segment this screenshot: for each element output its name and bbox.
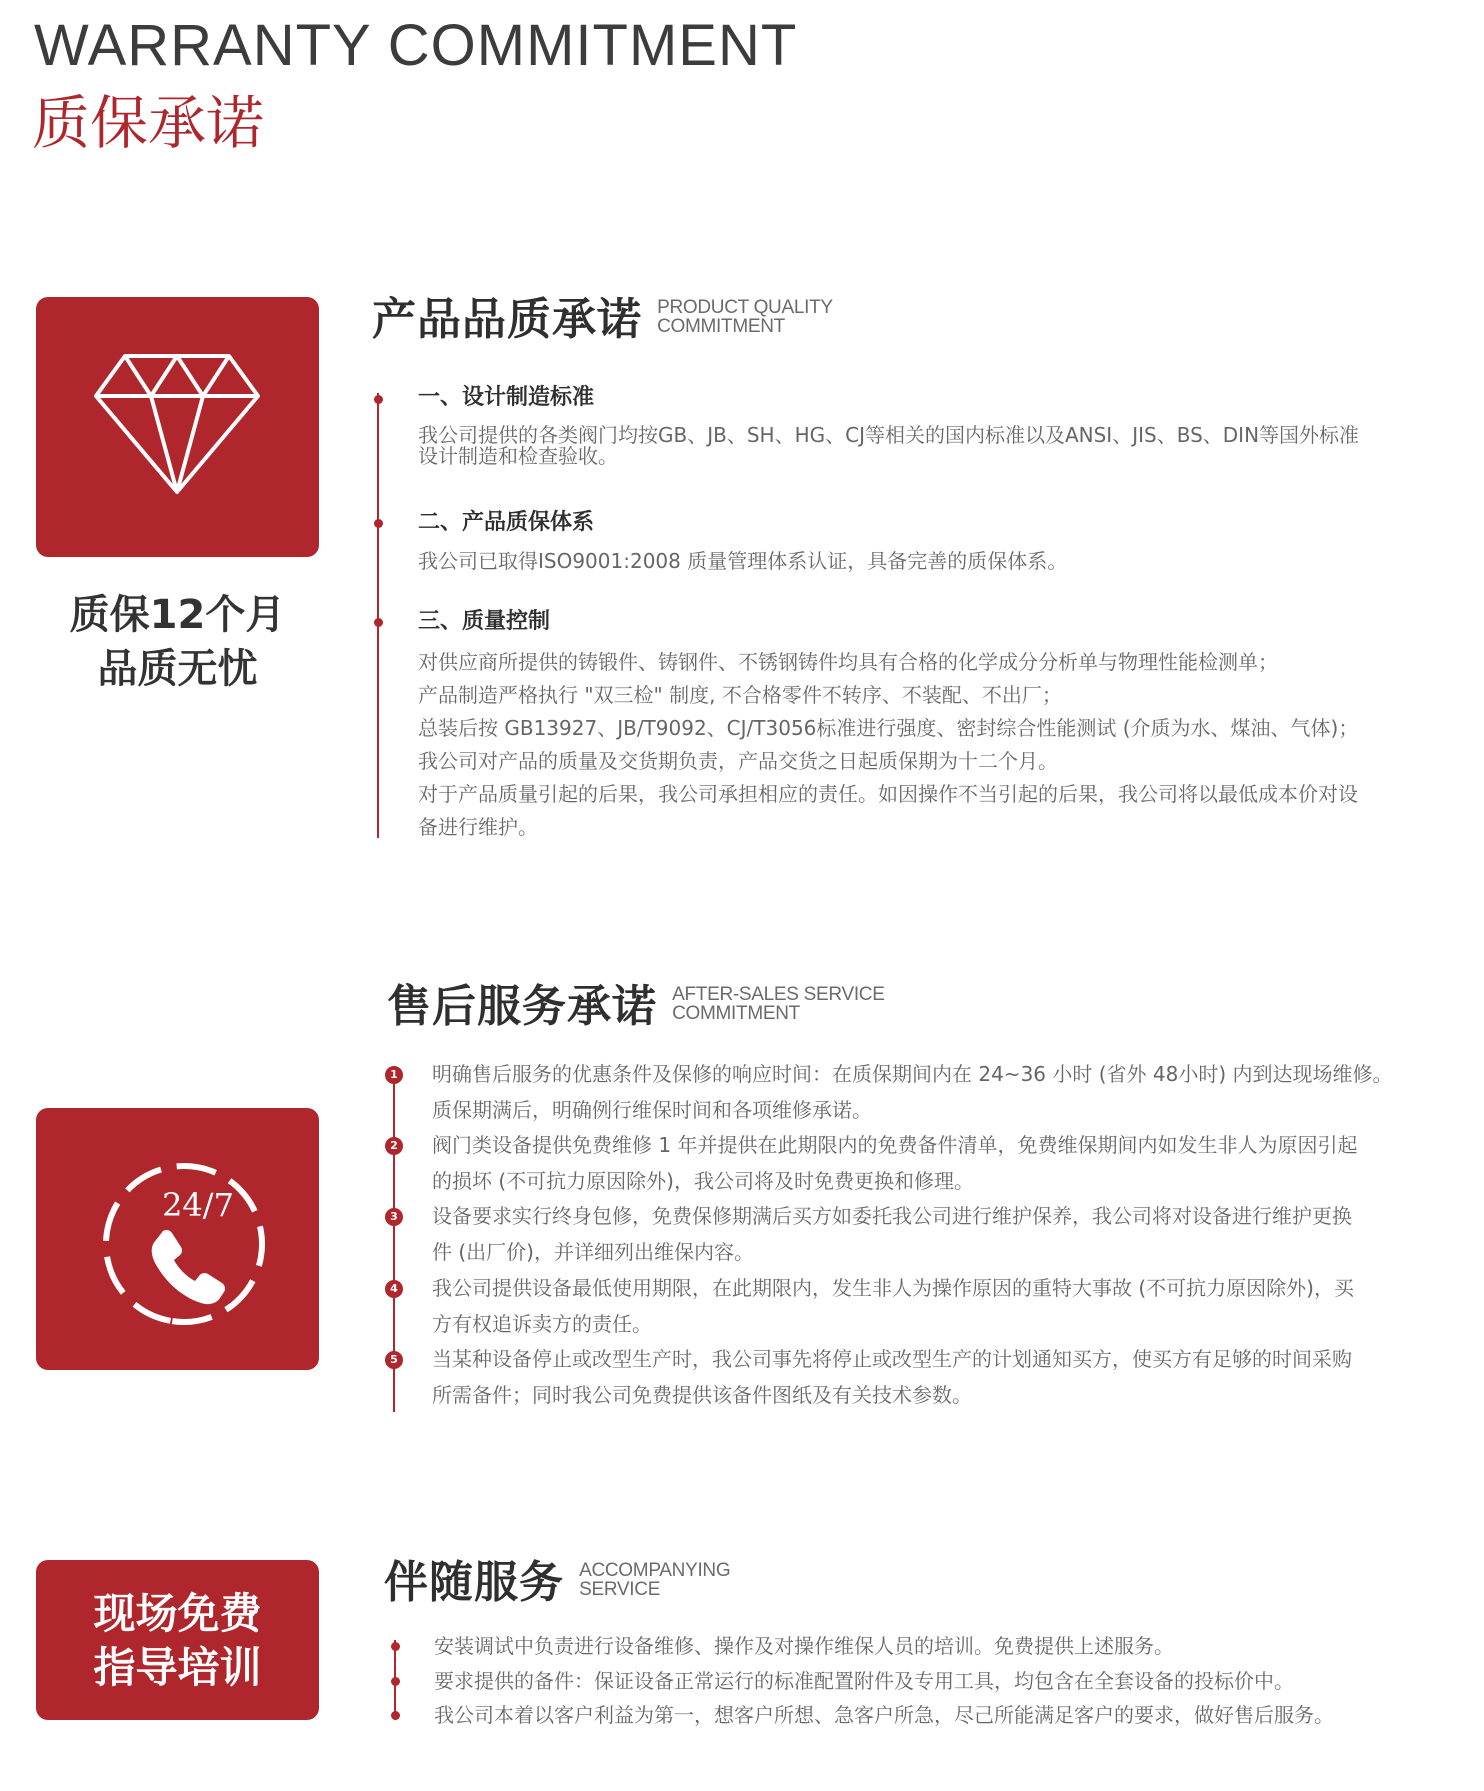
aftersales-number-4: 4 bbox=[385, 1280, 403, 1298]
quality-item-title: 一、设计制造标准 bbox=[418, 385, 595, 410]
accompany-item-text: 安装调试中负责进行设备维修、操作及对操作维保人员的培训。免费提供上述服务。 bbox=[434, 1634, 1174, 1658]
aftersales-item-text: 设备要求实行终身包修，免费保修期满后买方如委托我公司进行维护保养，我公司将对设备进行维护更换 bbox=[432, 1204, 1352, 1228]
accompany-item-text: 我公司本着以客户利益为第一，想客户所想、急客户所急，尽己所能满足客户的要求，做好售后服务。 bbox=[434, 1703, 1334, 1727]
accompany-item-text: 要求提供的备件：保证设备正常运行的标准配置附件及专用工具，均包含在全套设备的投标价中。 bbox=[434, 1669, 1294, 1693]
accompany-subtitle-line2: SERVICE bbox=[579, 1579, 661, 1600]
quality-section-title: 产品品质承诺 bbox=[372, 294, 642, 345]
accompany-section-subtitle bbox=[579, 1561, 730, 1599]
aftersales-item-text: 方有权追诉卖方的责任。 bbox=[432, 1312, 652, 1336]
timeline-dot bbox=[374, 395, 383, 404]
timeline-dot bbox=[391, 1642, 400, 1651]
quality-item-text: 对供应商所提供的铸锻件、铸钢件、不锈钢铸件均具有合格的化学成分分析单与物理性能检测单； bbox=[418, 650, 1278, 674]
page-title-cn: 质保承诺 bbox=[32, 89, 265, 157]
aftersales-subtitle-line2: COMMITMENT bbox=[672, 1003, 800, 1024]
quality-item-title: 三、质量控制 bbox=[418, 609, 551, 634]
quality-item-text: 我公司提供的各类阀门均按GB、JB、SH、HG、CJ等相关的国内标准以及ANSI、JIS、BS、DIN等国外标准 bbox=[418, 423, 1360, 447]
accompany-section-title: 伴随服务 bbox=[384, 1557, 564, 1608]
quality-item-text: 设计制造和检查验收。 bbox=[418, 444, 618, 468]
quality-item-text: 我公司已取得ISO9001:2008 质量管理体系认证，具备完善的质保体系。 bbox=[418, 549, 1068, 573]
aftersales-number-2: 2 bbox=[385, 1137, 403, 1155]
aftersales-item-text: 我公司提供设备最低使用期限，在此期限内，发生非人为操作原因的重特大事故 (不可抗力原因除外)，买 bbox=[432, 1276, 1354, 1300]
timeline-dot bbox=[391, 1677, 400, 1686]
timeline-dot bbox=[374, 519, 383, 528]
accompany-section-heading bbox=[384, 1555, 730, 1615]
quality-caption-line1: 质保12个月 bbox=[69, 592, 286, 638]
aftersales-item-text: 明确售后服务的优惠条件及保修的响应时间：在质保期间内在 24~36 小时 (省外 48小时) 内到达现场维修。 bbox=[432, 1062, 1393, 1086]
accompany-label-box bbox=[36, 1560, 319, 1720]
aftersales-item-text: 的损坏 (不可抗力原因除外)，我公司将及时免费更换和修理。 bbox=[432, 1169, 974, 1193]
diamond-icon bbox=[92, 352, 262, 497]
quality-subtitle-line1: PRODUCT QUALITY bbox=[657, 297, 833, 318]
quality-section-subtitle bbox=[657, 298, 833, 336]
accompany-box-line2: 指导培训 bbox=[93, 1643, 262, 1692]
aftersales-item-text: 质保期满后，明确例行维保时间和各项维修承诺。 bbox=[432, 1098, 872, 1122]
quality-section-heading bbox=[372, 292, 833, 352]
aftersales-section-heading bbox=[387, 979, 885, 1039]
aftersales-subtitle-line1: AFTER-SALES SERVICE bbox=[672, 984, 885, 1005]
quality-item-title: 二、产品质保体系 bbox=[418, 510, 595, 535]
accompany-subtitle-line1: ACCOMPANYING bbox=[579, 1560, 731, 1581]
quality-item-text: 产品制造严格执行 "双三检" 制度, 不合格零件不转序、不装配、不出厂； bbox=[418, 683, 1062, 707]
timeline-dot bbox=[391, 1711, 400, 1720]
timeline-dot bbox=[374, 618, 383, 627]
aftersales-item-text: 所需备件；同时我公司免费提供该备件图纸及有关技术参数。 bbox=[432, 1383, 972, 1407]
quality-item-text: 我公司对产品的质量及交货期负责，产品交货之日起质保期为十二个月。 bbox=[418, 749, 1058, 773]
aftersales-icon-text: 24/7 bbox=[162, 1186, 234, 1224]
quality-item-text: 总装后按 GB13927、JB/T9092、CJ/T3056标准进行强度、密封综合性能测试 (介质为水、煤油、气体)； bbox=[418, 716, 1359, 740]
phone-24-7-icon bbox=[94, 1154, 274, 1334]
aftersales-item-text: 阀门类设备提供免费维修 1 年并提供在此期限内的免费备件清单，免费维保期间内如发生非人为原因引起 bbox=[432, 1133, 1358, 1157]
aftersales-number-1: 1 bbox=[385, 1066, 403, 1084]
quality-timeline bbox=[377, 393, 379, 838]
aftersales-icon-box bbox=[36, 1108, 319, 1370]
quality-caption-line2: 品质无忧 bbox=[97, 646, 258, 692]
quality-subtitle-line2: COMMITMENT bbox=[657, 316, 785, 337]
quality-icon-box bbox=[36, 297, 319, 557]
aftersales-section-title: 售后服务承诺 bbox=[387, 981, 657, 1032]
aftersales-item-text: 件 (出厂价)，并详细列出维保内容。 bbox=[432, 1240, 754, 1264]
page-title-en: WARRANTY COMMITMENT bbox=[34, 13, 798, 78]
aftersales-section-subtitle bbox=[672, 985, 885, 1023]
accompany-box-line1: 现场免费 bbox=[93, 1589, 262, 1638]
aftersales-item-text: 当某种设备停止或改型生产时，我公司事先将停止或改型生产的计划通知买方，使买方有足够的时间采购 bbox=[432, 1347, 1352, 1371]
aftersales-number-5: 5 bbox=[385, 1351, 403, 1369]
quality-item-text: 备进行维护。 bbox=[418, 815, 538, 839]
quality-item-text: 对于产品质量引起的后果，我公司承担相应的责任。如因操作不当引起的后果，我公司将以最低成本价对设 bbox=[418, 782, 1358, 806]
aftersales-number-3: 3 bbox=[385, 1208, 403, 1226]
